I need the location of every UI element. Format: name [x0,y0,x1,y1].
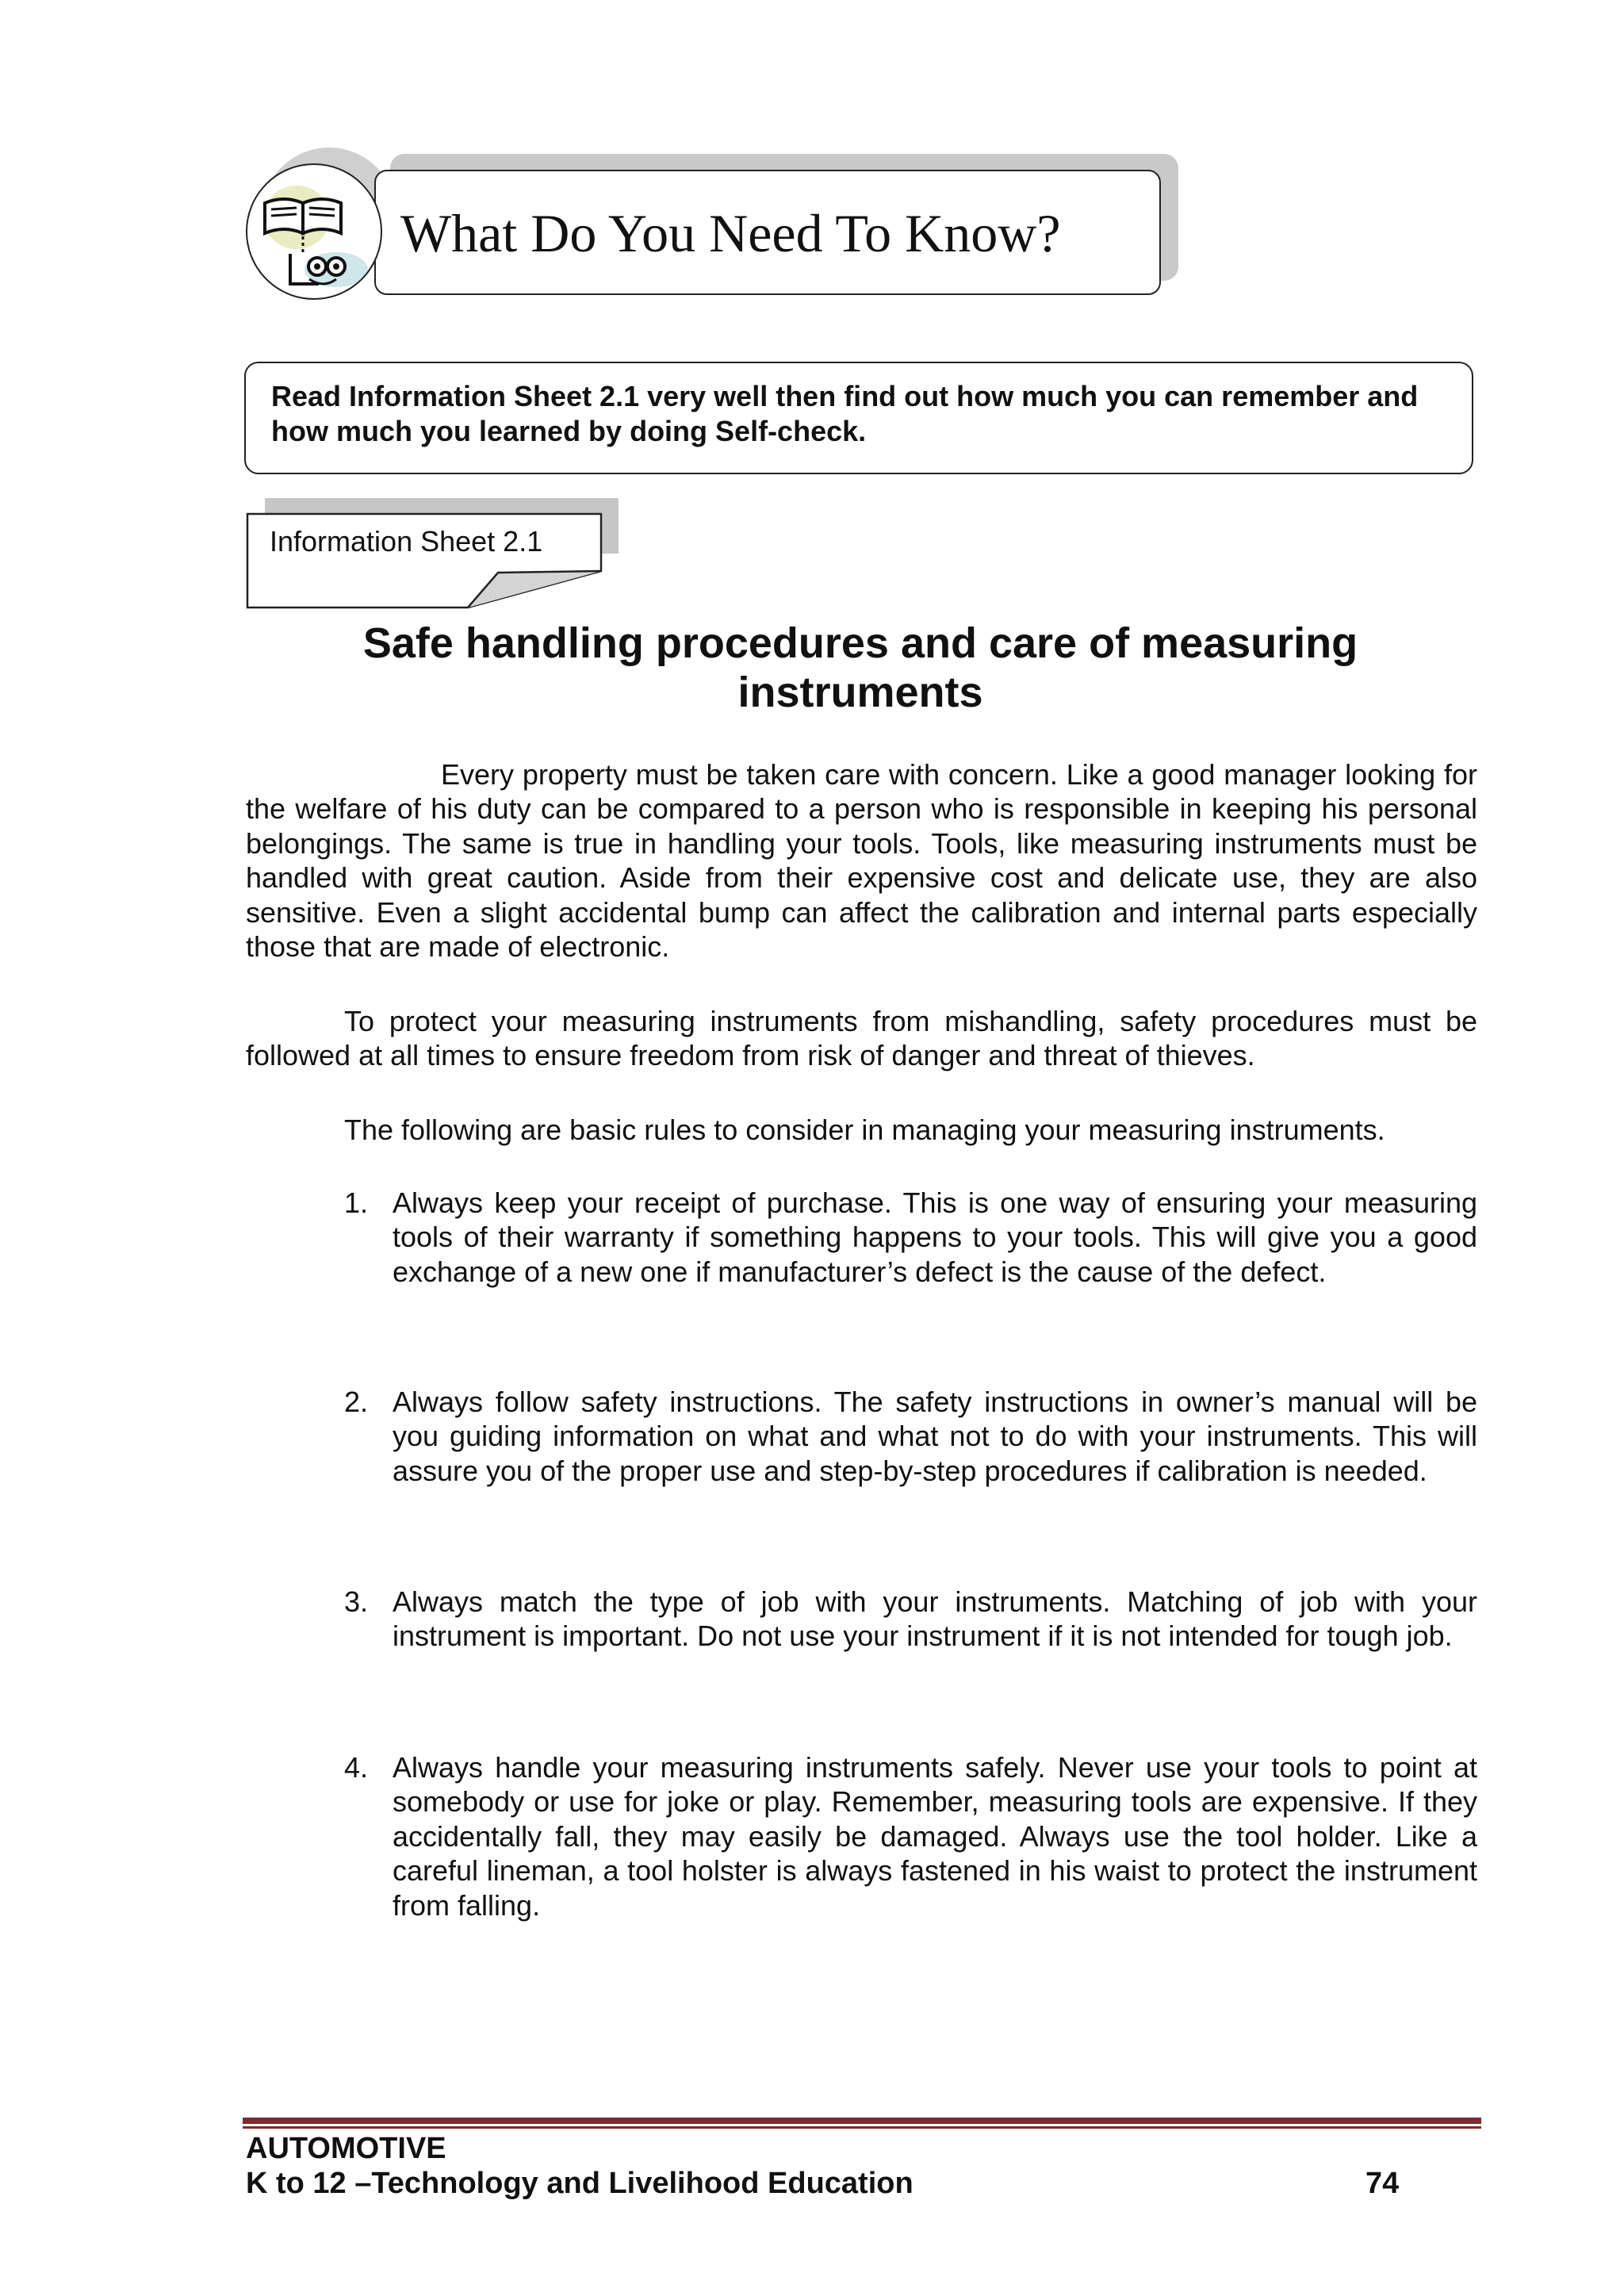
rule-item: Always follow safety instructions. The safety instructions in owner’s manual will be you guiding information on what and what not to do with your instruments. This will assure you of the proper use and step-by-step procedures if calibration is needed. [393,1386,1477,1487]
rule-number: 3. [344,1585,369,1618]
rule-item: Always keep your receipt of purchase. This is one way of ensuring your measuring tools of their warranty if something happens to your tools. This will give you a good exchange of a new one if manufacturer’s defect is the cause of the defect. [393,1186,1477,1288]
footer-subject: AUTOMOTIVE [246,2132,446,2165]
paragraph-intro: Every property must be taken care with concern. Like a good manager looking for the welfare of his duty can be compared to a person who is responsible in keeping his personal belongings. The same is true in handling your tools. Tools, like measuring instruments must be handled with great caution. Aside from their expensive cost and delicate use, they are also sensitive. Even a slight accidental bump can affect the calibration and internal parts especially those that are made of electronic. [246,758,1477,964]
reading-person-icon [246,163,382,300]
rule-number: 2. [344,1386,369,1418]
info-sheet-label: Information Sheet 2.1 [270,525,543,558]
page-title: What Do You Need To Know? [400,203,1061,263]
footer-rule-thin [243,2126,1481,2129]
footer-rule [243,2118,1481,2124]
rule-item: Always handle your measuring instruments safely. Never use your tools to point at somebody or use for joke or play. Remember, measuring tools are expensive. If they accidentally fall, they may easily be damaged. Always use the tool holder. Like a careful lineman, a tool holster is always fastened in his waist to protect the instrument from falling. [393,1751,1477,1922]
heading-line-2: instruments [737,669,983,716]
rule-number: 1. [344,1186,369,1219]
rule-number: 4. [344,1751,369,1784]
rule-item: Always match the type of job with your instruments. Matching of job with your instrument is important. Do not use your instrument if it is not intended for tough job. [393,1585,1477,1653]
page-number: 74 [1365,2167,1400,2200]
paragraph-rules-lead: The following are basic rules to consider in managing your measuring instruments. [344,1114,1385,1146]
footer-course: K to 12 –Technology and Livelihood Education [246,2167,914,2200]
section-heading [246,619,1475,717]
instruction-box: Read Information Sheet 2.1 very well then find out how much you can remember and how much you learned by doing Self-check. [244,362,1473,474]
paragraph-protect: To protect your measuring instruments from mishandling, safety procedures must be followed at all times to ensure freedom from risk of danger and threat of thieves. [246,1005,1477,1072]
heading-line-1: Safe handling procedures and care of measuring [362,619,1358,667]
